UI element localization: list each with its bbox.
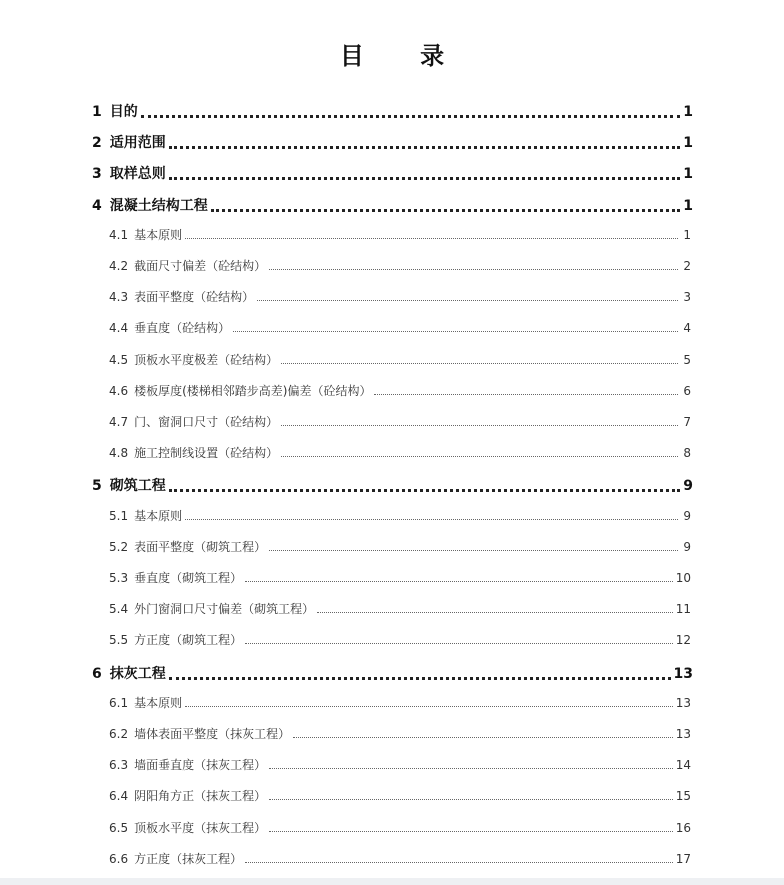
toc-entry-label: 顶板水平度极差（砼结构） [134,352,279,367]
toc-entry-number: 6.5 [109,820,129,835]
toc-subsection[interactable] [109,725,691,742]
toc-entry-number: 4.5 [109,352,129,367]
toc-subsection[interactable] [109,226,691,243]
bottom-scroll-edge [0,878,784,885]
toc-page-number: 12 [675,633,691,648]
toc-page-number: 3 [683,290,691,305]
toc-entry-number: 3 [92,166,102,183]
toc-page-number: 8 [683,446,691,461]
toc-entry-number: 5.3 [109,571,129,585]
toc-page-number: 7 [683,415,691,429]
toc-page-number: 10 [675,571,691,585]
toc-entry-number: 4.8 [109,446,129,461]
dot-leader [169,145,680,149]
dot-leader [245,580,673,582]
toc-entry-number: 2 [92,135,102,152]
toc-page-number: 1 [683,197,693,214]
toc-subsection[interactable] [109,444,691,461]
toc-entry-number: 6 [92,665,102,682]
toc-entry-label: 取样总则 [109,166,166,183]
toc-entry-label: 楼板厚度(楼梯相邻踏步高差)偏差（砼结构） [134,383,372,398]
toc-subsection[interactable] [109,631,691,648]
dot-leader [281,362,678,364]
toc-subsection[interactable] [109,257,691,274]
toc-page-number: 9 [683,478,693,495]
toc-entry-label: 适用范围 [109,135,166,152]
toc-entry-label: 抹灰工程 [109,665,166,682]
toc-page-number: 13 [673,665,693,682]
toc-entry-label: 施工控制线设置（砼结构） [134,446,279,461]
toc-entry-label: 基本原则 [134,695,183,710]
toc-entry-label: 墙体表面平整度（抹灰工程） [134,727,291,741]
dot-leader [269,798,673,800]
toc-page-number: 13 [675,727,691,741]
toc-entry-number: 4 [92,197,102,214]
dot-leader [374,393,678,395]
toc-page-number: 4 [683,321,691,336]
toc-entry-label: 墙面垂直度（抹灰工程） [134,758,267,773]
toc-entry-label: 方正度（抹灰工程） [134,851,243,866]
toc-entry-number: 5.1 [109,508,129,523]
toc-subsection[interactable] [109,569,691,586]
toc-entry-number: 6.6 [109,851,129,866]
toc-entry-label: 顶板水平度（抹灰工程） [134,820,267,835]
toc-entry-label: 外门窗洞口尺寸偏差（砌筑工程） [134,602,315,617]
dot-leader [269,268,678,270]
toc-entry-label: 表面平整度（砌筑工程） [134,539,267,554]
toc-subsection[interactable] [109,600,691,617]
toc-subsection[interactable] [109,288,691,305]
toc-section[interactable] [92,475,693,495]
toc-page-number: 13 [675,695,691,710]
toc-entry-label: 目的 [109,104,138,120]
toc-entry-label: 截面尺寸偏差（砼结构） [134,259,267,273]
dot-leader [185,237,678,239]
toc-entry-label: 基本原则 [134,227,183,242]
toc-page-number: 17 [675,851,691,866]
dot-leader [211,208,680,212]
toc-page-number: 5 [683,352,691,367]
toc-subsection[interactable] [109,694,691,711]
dot-leader [245,861,673,863]
toc-entry-label: 砌筑工程 [109,478,166,495]
toc-section[interactable] [92,663,693,683]
dot-leader [185,705,673,707]
toc-entry-number: 5.5 [109,633,129,648]
toc-entry-number: 6.2 [109,727,129,741]
page-title: 目 录 [339,42,469,70]
dot-leader [233,330,678,332]
dot-leader [257,299,678,301]
toc-page-number: 14 [675,758,691,773]
toc-entry-number: 4.1 [109,227,129,242]
toc-entry-number: 1 [92,104,102,120]
toc-entry-label: 门、窗洞口尺寸（砼结构） [134,415,279,429]
toc-subsection[interactable] [109,850,691,867]
toc-entry-number: 5.4 [109,602,129,617]
toc-page-number: 1 [683,104,693,120]
toc-page-number: 9 [683,539,691,554]
toc-entry-number: 4.3 [109,290,129,305]
toc-entry-number: 5 [92,478,102,495]
dot-leader [269,549,678,551]
toc-subsection[interactable] [109,756,691,773]
toc-section[interactable] [92,132,693,152]
toc-entry-label: 垂直度（砼结构） [134,321,231,336]
toc-subsection[interactable] [109,382,691,399]
toc-page-number: 1 [683,227,691,242]
dot-leader [293,736,673,738]
toc-subsection[interactable] [109,413,691,430]
toc-entry-number: 6.1 [109,695,129,710]
toc-entry-label: 混凝土结构工程 [109,197,208,214]
toc-page-number: 11 [675,602,691,617]
dot-leader [269,830,673,832]
dot-leader [169,176,680,180]
toc-subsection[interactable] [109,787,691,804]
dot-leader [281,424,678,426]
toc-entry-number: 6.4 [109,789,129,804]
toc-entry-label: 方正度（砌筑工程） [134,633,243,648]
toc-entry-number: 6.3 [109,758,129,773]
toc-subsection[interactable] [109,538,691,555]
toc-page-number: 15 [675,789,691,804]
dot-leader [245,642,673,644]
toc-subsection[interactable] [109,819,691,836]
toc-section[interactable] [92,163,693,183]
toc-subsection[interactable] [109,319,691,336]
toc-entry-number: 4.7 [109,415,129,429]
toc-page-number: 1 [683,135,693,152]
toc-subsection[interactable] [109,507,691,524]
toc-entry-label: 垂直度（砌筑工程） [134,571,243,585]
dot-leader [169,676,671,680]
toc-section[interactable] [92,101,693,121]
toc-page-number: 16 [675,820,691,835]
toc-entry-number: 4.4 [109,321,129,336]
dot-leader [269,767,673,769]
toc-page-number: 9 [683,508,691,523]
toc-entry-number: 5.2 [109,539,129,554]
toc-entry-label: 基本原则 [134,508,183,523]
toc-page-number: 6 [683,383,691,398]
toc-entry-label: 阴阳角方正（抹灰工程） [134,789,267,804]
dot-leader [185,518,678,520]
toc-entry-label: 表面平整度（砼结构） [134,290,255,305]
dot-leader [281,455,678,457]
toc-entry-number: 4.6 [109,383,129,398]
toc-section[interactable] [92,195,693,215]
toc-entry-number: 4.2 [109,259,129,273]
dot-leader [317,611,673,613]
toc-page-number: 1 [683,166,693,183]
toc-subsection[interactable] [109,351,691,368]
dot-leader [141,114,680,118]
toc-page-number: 2 [683,259,691,273]
dot-leader [169,488,680,492]
